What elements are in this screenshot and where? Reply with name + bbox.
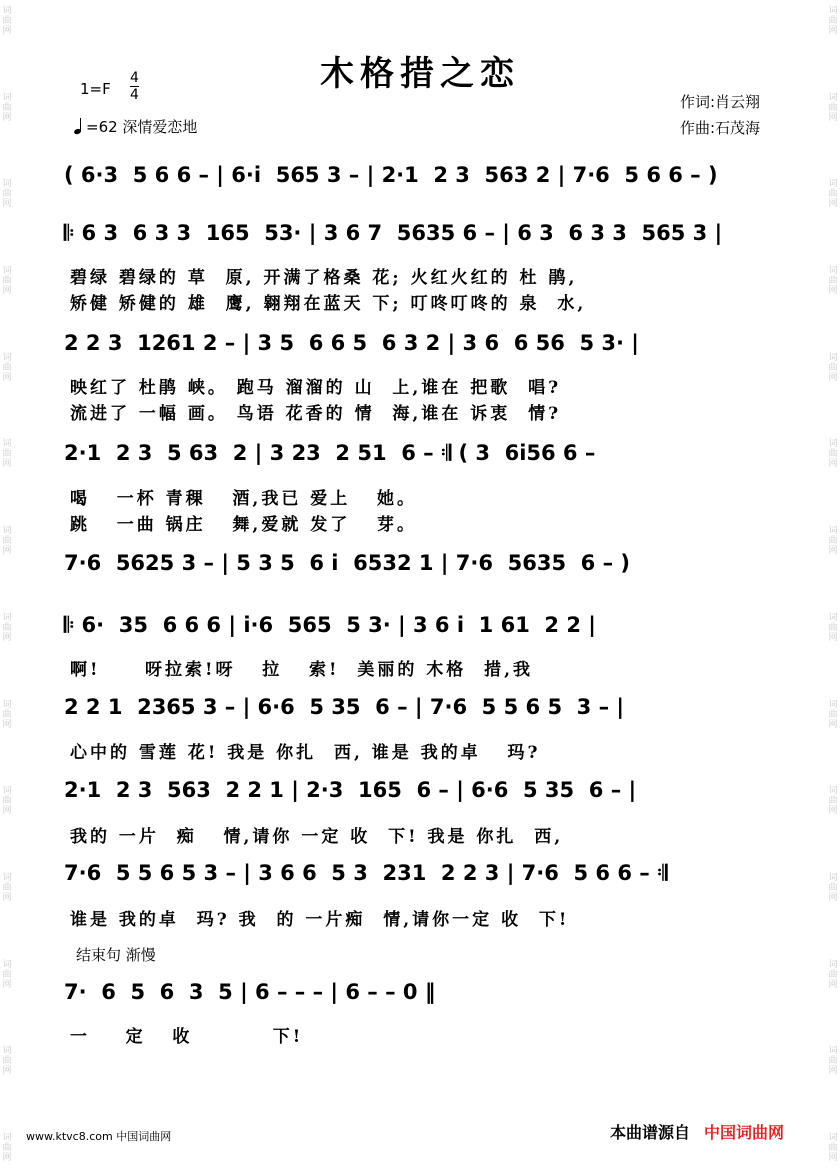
watermark-char: 词 <box>2 526 12 537</box>
lyric-row-4-verse-1: 喝 一杯 青稞 酒,我已 爱上 她。 <box>70 489 418 509</box>
watermark-char: 曲 <box>828 536 838 547</box>
watermark-char: 网 <box>828 459 838 470</box>
watermark-char: 曲 <box>2 1142 12 1153</box>
tempo-marking <box>74 116 197 137</box>
lyric-row-2-verse-2: 矫健 矫健的 雄 鹰, 翱翔在蓝天 下; 叮咚叮咚的 泉 水, <box>70 294 587 314</box>
watermark-char: 曲 <box>828 449 838 460</box>
watermark-char: 曲 <box>828 969 838 980</box>
watermark-char: 网 <box>828 286 838 297</box>
watermark-block <box>826 439 840 469</box>
watermark-char: 词 <box>2 1132 12 1143</box>
footer-source-text: 本曲谱源自 <box>610 1123 691 1142</box>
watermark-char: 网 <box>2 26 12 36</box>
watermark-block <box>826 6 840 36</box>
watermark-char: 曲 <box>2 449 12 460</box>
watermark-char: 曲 <box>828 709 838 720</box>
watermark-char: 词 <box>2 612 12 623</box>
score-row-1: ( 6·3 5 6 6 – | 6·i 565 3 – | 2·1 2 3 563 2 | 7·6 5 6 6 – ) <box>64 163 718 187</box>
watermark-char: 曲 <box>828 622 838 633</box>
watermark-char: 词 <box>828 1132 838 1143</box>
watermark-block <box>0 179 14 209</box>
watermark-char: 曲 <box>2 16 12 26</box>
watermark-char: 曲 <box>2 709 12 720</box>
watermark-char: 曲 <box>828 102 838 113</box>
watermark-char: 网 <box>828 26 838 36</box>
watermark-char: 网 <box>2 459 12 470</box>
watermark-char: 网 <box>828 372 838 383</box>
watermark-char: 网 <box>828 979 838 990</box>
footer-brand: 中国词曲网 <box>704 1123 785 1142</box>
watermark-char: 网 <box>828 112 838 123</box>
watermark-char: 词 <box>828 526 838 537</box>
watermark-char: 网 <box>828 719 838 730</box>
watermark-char: 曲 <box>828 16 838 26</box>
watermark-char: 曲 <box>828 1142 838 1153</box>
footer-source <box>610 1120 784 1143</box>
watermark-char: 曲 <box>2 1056 12 1067</box>
watermark-right <box>826 0 840 1169</box>
watermark-block <box>0 353 14 383</box>
watermark-char: 曲 <box>828 189 838 200</box>
watermark-block <box>826 526 840 556</box>
watermark-char: 词 <box>2 179 12 190</box>
watermark-char: 词 <box>828 352 838 363</box>
watermark-char: 词 <box>2 872 12 883</box>
watermark-char: 网 <box>2 1066 12 1077</box>
watermark-char: 网 <box>828 806 838 817</box>
watermark-block <box>0 6 14 36</box>
watermark-char: 词 <box>828 439 838 450</box>
watermark-block <box>826 700 840 730</box>
watermark-block <box>826 1133 840 1163</box>
watermark-char: 词 <box>2 959 12 970</box>
watermark-block <box>0 960 14 990</box>
watermark-char: 词 <box>2 266 12 277</box>
lyric-row-6: 啊! 呀拉索!呀 拉 索! 美丽的 木格 措,我 <box>70 660 534 680</box>
ending-label: 结束句 渐慢 <box>76 946 156 964</box>
watermark-block <box>0 526 14 556</box>
watermark-left <box>0 0 14 1169</box>
watermark-char: 网 <box>2 286 12 297</box>
watermark-char: 词 <box>2 439 12 450</box>
score-row-9: 7·6 5 5 6 5 3 – | 3 6 6 5 3 231 2 2 3 | 7·6 5 6 6 – 𝄇 <box>64 860 668 885</box>
tempo-text: =62 深情爱恋地 <box>86 118 198 136</box>
watermark-block <box>826 960 840 990</box>
composer-credit: 作曲:石茂海 <box>680 119 761 137</box>
watermark-char: 词 <box>828 786 838 797</box>
watermark-char: 曲 <box>2 536 12 547</box>
watermark-char: 网 <box>828 546 838 557</box>
watermark-char: 曲 <box>2 882 12 893</box>
watermark-char: 词 <box>2 352 12 363</box>
watermark-char: 网 <box>828 892 838 903</box>
lyric-row-3-verse-1: 映红了 杜鹃 峡。 跑马 溜溜的 山 上,谁在 把歌 唱? <box>70 378 562 398</box>
watermark-block <box>826 93 840 123</box>
watermark-char: 曲 <box>828 1056 838 1067</box>
watermark-block <box>826 353 840 383</box>
watermark-block <box>0 700 14 730</box>
score-row-3: 2 2 3 1261 2 – | 3 5 6 6 5 6 3 2 | 3 6 6 56 5 3· | <box>64 331 639 355</box>
score-row-5: 7·6 5625 3 – | 5 3 5 6 i 6532 1 | 7·6 5635 6 – ) <box>64 551 631 575</box>
watermark-char: 网 <box>2 632 12 643</box>
watermark-block <box>826 1046 840 1076</box>
watermark-block <box>826 179 840 209</box>
score-row-8: 2·1 2 3 563 2 2 1 | 2·3 165 6 – | 6·6 5 35 6 – | <box>64 778 637 802</box>
watermark-char: 曲 <box>828 796 838 807</box>
watermark-char: 词 <box>828 179 838 190</box>
watermark-char: 词 <box>2 6 12 16</box>
watermark-char: 词 <box>828 959 838 970</box>
watermark-char: 词 <box>2 92 12 103</box>
time-signature-top: 4 <box>130 70 139 86</box>
watermark-char: 网 <box>2 112 12 123</box>
quarter-note-icon <box>74 118 86 134</box>
watermark-char: 词 <box>828 699 838 710</box>
watermark-char: 曲 <box>828 276 838 287</box>
watermark-char: 曲 <box>2 622 12 633</box>
watermark-block <box>826 266 840 296</box>
lyric-row-8: 我的 一片 痴 情,请你 一定 收 下! 我是 你扎 西, <box>70 827 564 847</box>
watermark-char: 网 <box>2 719 12 730</box>
watermark-block <box>0 786 14 816</box>
watermark-char: 网 <box>2 546 12 557</box>
time-signature-bottom: 4 <box>130 87 139 103</box>
watermark-char: 网 <box>828 1066 838 1077</box>
watermark-block <box>826 786 840 816</box>
score-row-10: 7· 6 5 6 3 5 | 6 – – – | 6 – – 0 ‖ <box>64 980 436 1004</box>
watermark-block <box>0 1046 14 1076</box>
watermark-char: 网 <box>828 199 838 210</box>
watermark-char: 词 <box>828 872 838 883</box>
watermark-char: 曲 <box>828 362 838 373</box>
lyric-row-3-verse-2: 流进了 一幅 画。 鸟语 花香的 情 海,谁在 诉衷 情? <box>70 404 562 424</box>
lyric-row-2-verse-1: 碧绿 碧绿的 草 原, 开满了格桑 花; 火红火红的 杜 鹃, <box>70 268 578 288</box>
lyric-row-7: 心中的 雪莲 花! 我是 你扎 西, 谁是 我的卓 玛? <box>70 743 541 763</box>
watermark-block <box>826 873 840 903</box>
watermark-char: 曲 <box>2 102 12 113</box>
watermark-char: 曲 <box>2 189 12 200</box>
watermark-char: 词 <box>2 786 12 797</box>
watermark-char: 词 <box>828 92 838 103</box>
watermark-block <box>0 613 14 643</box>
watermark-char: 曲 <box>2 969 12 980</box>
watermark-char: 网 <box>2 892 12 903</box>
lyric-row-10: 一 定 收 下! <box>70 1027 304 1047</box>
watermark-block <box>0 1133 14 1163</box>
lyricist-credit: 作词:肖云翔 <box>680 93 761 111</box>
watermark-char: 词 <box>828 6 838 16</box>
watermark-block <box>0 266 14 296</box>
watermark-char: 网 <box>2 979 12 990</box>
watermark-char: 曲 <box>2 796 12 807</box>
time-signature <box>130 70 139 103</box>
lyric-row-9: 谁是 我的卓 玛? 我 的 一片痴 情,请你一定 收 下! <box>70 910 570 930</box>
song-title: 木格措之恋 <box>320 54 520 94</box>
watermark-char: 网 <box>2 372 12 383</box>
score-row-2: 𝄆 6 3 6 3 3 165 53· | 3 6 7 5635 6 – | 6 3 6 3 3 565 3 | <box>64 220 723 245</box>
score-row-7: 2 2 1 2365 3 – | 6·6 5 35 6 – | 7·6 5 5 6 5 3 – | <box>64 695 625 719</box>
score-row-6: 𝄆 6· 35 6 6 6 | i·6 565 5 3· | 3 6 i 1 61 2 2 | <box>64 612 596 637</box>
watermark-char: 网 <box>2 1152 12 1163</box>
watermark-char: 曲 <box>2 362 12 373</box>
watermark-char: 词 <box>2 1046 12 1057</box>
watermark-char: 网 <box>2 199 12 210</box>
watermark-char: 网 <box>828 1152 838 1163</box>
watermark-char: 词 <box>828 612 838 623</box>
watermark-char: 网 <box>2 806 12 817</box>
key-signature: 1=F <box>80 80 111 98</box>
watermark-block <box>0 439 14 469</box>
lyric-row-4-verse-2: 跳 一曲 锅庄 舞,爱就 发了 芽。 <box>70 515 418 535</box>
watermark-char: 曲 <box>828 882 838 893</box>
watermark-block <box>826 613 840 643</box>
footer-site: www.ktvc8.com 中国词曲网 <box>26 1130 172 1143</box>
watermark-char: 词 <box>828 266 838 277</box>
watermark-char: 词 <box>828 1046 838 1057</box>
watermark-char: 曲 <box>2 276 12 287</box>
score-row-4: 2·1 2 3 5 63 2 | 3 23 2 51 6 – 𝄇 ( 3 6i56 6 – <box>64 440 596 465</box>
watermark-block <box>0 873 14 903</box>
watermark-char: 网 <box>828 632 838 643</box>
watermark-block <box>0 93 14 123</box>
watermark-char: 词 <box>2 699 12 710</box>
